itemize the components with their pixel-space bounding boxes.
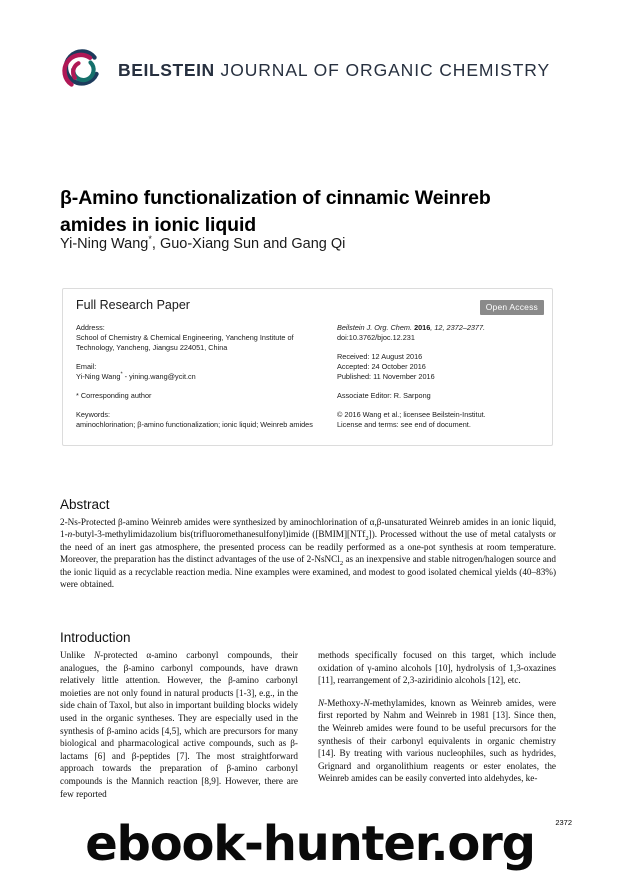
intro-right-part-a: -Methoxy- xyxy=(324,697,364,708)
introduction-heading: Introduction xyxy=(60,630,131,645)
journal-masthead xyxy=(60,44,560,96)
beilstein-swirl-logo-icon xyxy=(60,48,104,92)
abstract-body xyxy=(60,516,556,590)
email-address[interactable]: - yining.wang@ycit.cn xyxy=(122,372,196,382)
author-primary: Yi-Ning Wang xyxy=(60,236,149,252)
dates-block xyxy=(337,352,547,383)
email-label: Email: xyxy=(76,362,97,372)
abstract-part-3: ]). Processed without the use of metal catalysts or the need of an inert gas atmosphere, the presented process can be readily performed as a one-pot synthesis at room temperature. Moreover, the preparation has the distinct advantages of the use of 2-NsNCl xyxy=(60,529,556,565)
author-rest: , Guo-Xiang Sun and Gang Qi xyxy=(151,236,346,252)
intro-right-paragraph-1: methods specifically focused on this target, which include oxidation of γ-amino alcohols [10], hydrolysis of 1,3-oxazines [11], rearrangement of 2,3-aziridinio alcohols [12], etc. xyxy=(318,650,556,686)
watermark-text: ebook-hunter.org xyxy=(85,816,535,872)
journal-title-light: JOURNAL OF ORGANIC CHEMISTRY xyxy=(214,59,551,80)
corresponding-author-marker: * xyxy=(148,234,152,245)
copyright-text: © 2016 Wang et al.; licensee Beilstein-Institut. xyxy=(337,409,486,419)
intro-right-italic-n1: N xyxy=(318,697,325,708)
journal-title xyxy=(118,60,550,81)
page-title: β-Amino functionalization of cinnamic Weinreb amides in ionic liquid xyxy=(60,187,491,237)
citation-rest: , 12, 2372–2377. xyxy=(430,323,486,332)
email-block xyxy=(76,362,328,382)
citation-journal: Beilstein J. Org. Chem. xyxy=(337,323,413,332)
email-author-marker: * xyxy=(120,371,123,378)
license-text: License and terms: see end of document. xyxy=(337,419,471,429)
citation-line xyxy=(337,323,547,333)
abstract-part-4: as an inexpensive and stable nitrogen/halogen source and the ionic liquid as a recyclable reaction media. Nine examples were examined, and modest to good isolated chemical yields (40–83%) were obtained. xyxy=(60,554,556,590)
abstract-italic-n: n xyxy=(67,529,73,540)
introduction-right-column xyxy=(318,649,556,785)
abstract-sub-2: 2 xyxy=(339,560,344,568)
abstract-heading: Abstract xyxy=(60,497,110,512)
open-access-badge: Open Access xyxy=(480,300,544,315)
published-date: Published: 11 November 2016 xyxy=(337,372,435,382)
info-left-column xyxy=(76,323,328,430)
intro-right-italic-n2: N xyxy=(363,697,370,708)
corresponding-author-note: * Corresponding author xyxy=(76,391,152,401)
address-text: School of Chemistry & Chemical Engineering, Yancheng Institute of Technology, Yancheng, Jiangsu 224051, China xyxy=(76,333,294,353)
email-author-name: Yi-Ning Wang xyxy=(76,372,121,382)
address-block xyxy=(76,323,328,354)
citation-block xyxy=(337,323,547,343)
citation-year: 2016 xyxy=(414,323,431,332)
introduction-left-column xyxy=(60,649,298,800)
abstract-part-2: -butyl-3-methylimidazolium bis(trifluoromethanesulfonyl)imide ([BMIM][NTf xyxy=(72,529,366,540)
page-number: 2372 xyxy=(555,818,572,827)
keywords-label: Keywords: xyxy=(76,409,111,419)
abstract-part-1: 2-Ns-Protected β-amino Weinreb amides were synthesized by aminochlorination of α,β-unsaturated Weinreb amides in an ionic liquid, 1- xyxy=(60,517,556,540)
doi-text[interactable]: doi:10.3762/bjoc.12.231 xyxy=(337,333,415,343)
journal-title-bold: BEILSTEIN xyxy=(118,59,215,80)
author-list xyxy=(60,234,550,254)
intro-left-paragraph xyxy=(60,649,298,800)
info-right-column xyxy=(337,323,547,430)
email-text xyxy=(76,372,328,382)
address-label: Address: xyxy=(76,323,105,332)
license-block xyxy=(337,410,547,430)
article-info-box xyxy=(62,288,553,446)
accepted-date: Accepted: 24 October 2016 xyxy=(337,362,426,372)
intro-right-part-b: -methylamides, known as Weinreb amides, were first reported by Nahm and Weinreb in 1981 [13]. Since then, the Weinreb amides were found to be useful precursors for the synthesis of their carbonyl equivalents in organic chemistry [14]. By treating with various nucleophiles, such as hydrides, Grignard and organolithium reagents or ester enolates, the Weinreb amides can be easily converted into aldehydes, ke- xyxy=(318,697,556,784)
keywords-text: aminochlorination; β-amino functionalization; ionic liquid; Weinreb amides xyxy=(76,419,313,429)
intro-left-italic-n: N xyxy=(94,650,101,660)
associate-editor: Associate Editor: R. Sarpong xyxy=(337,391,431,401)
intro-right-paragraph-2 xyxy=(318,697,556,785)
intro-left-part-b: -protected α-amino carbonyl compounds, their analogues, the β-amino carbonyl compounds, have drawn relatively little attention. However, the β-amino carbonyl moieties are not only found in natural products [1-3], e.g., in the side chain of Taxol, but also in important building blocks widely used in the organic syntheses. They are especially used in the synthesis of β-amino acids [4,5], which are precursors for many biological and pharmacological active compounds, such as β-lactams [6] and β-peptides [7]. The most straightforward approach towards the preparation of β-amino carbonyl compounds is the Mannich reaction [8,9]. However, there are few reported xyxy=(60,650,298,799)
article-type-label: Full Research Paper xyxy=(76,298,190,312)
intro-left-part-a: Unlike xyxy=(60,650,95,660)
abstract-sub-1: 2 xyxy=(365,535,369,543)
keywords-block xyxy=(76,410,328,430)
received-date: Received: 12 August 2016 xyxy=(337,351,423,361)
